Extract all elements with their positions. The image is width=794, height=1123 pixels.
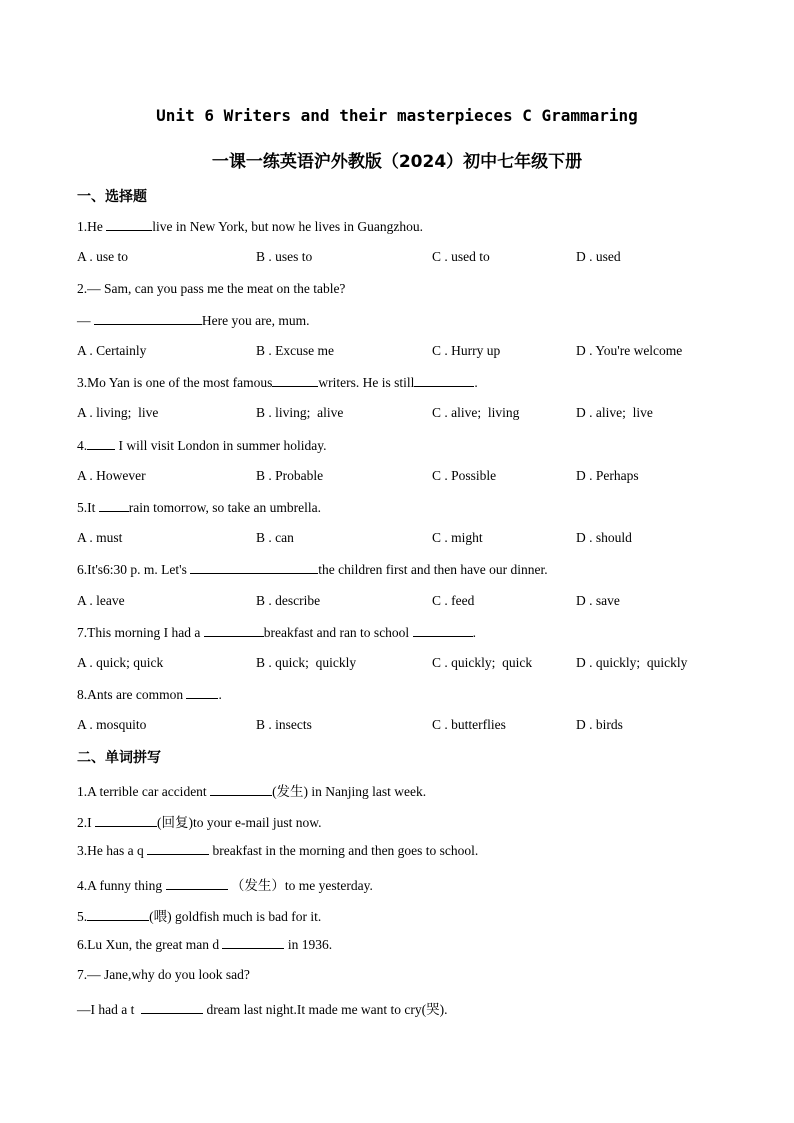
options-q1 (0, 249, 794, 267)
option-c[interactable]: C . quickly; quick (432, 655, 533, 670)
question-7: 7.This morning I had a breakfast and ran to school . (77, 625, 476, 640)
question-8: 8.Ants are common . (77, 687, 222, 702)
option-c[interactable]: C . butterflies (432, 717, 506, 732)
answer-blank[interactable] (272, 374, 318, 387)
answer-blank[interactable] (204, 624, 264, 637)
spelling-item-7-reply: —I had a t dream last night.It made me want to cry(哭). (77, 1002, 448, 1017)
answer-blank[interactable] (147, 842, 209, 855)
question-5: 5.It rain tomorrow, so take an umbrella. (77, 500, 321, 515)
answer-blank[interactable] (414, 374, 474, 387)
spelling-item-6: 6.Lu Xun, the great man d in 1936. (77, 937, 333, 952)
question-6: 6.It's6:30 p. m. Let's the children first and then have our dinner. (77, 562, 548, 577)
answer-blank[interactable] (222, 936, 284, 949)
option-a[interactable]: A . must (77, 530, 123, 545)
answer-blank[interactable] (190, 561, 318, 574)
question-3: 3.Mo Yan is one of the most famous writers. He is still . (77, 375, 478, 390)
answer-blank[interactable] (87, 908, 149, 921)
page-subtitle: 一课一练英语沪外教版（2024）初中七年级下册 (211, 152, 583, 172)
option-a[interactable]: A . leave (77, 593, 125, 608)
option-d[interactable]: D . Perhaps (576, 468, 639, 483)
answer-blank[interactable] (186, 686, 218, 699)
option-c[interactable]: C . might (432, 530, 483, 545)
options-q7 (0, 655, 794, 673)
option-b[interactable]: B . quick; quickly (256, 655, 357, 670)
answer-blank[interactable] (87, 437, 115, 450)
option-c[interactable]: C . Hurry up (432, 343, 501, 358)
question-4: 4. I will visit London in summer holiday. (77, 438, 327, 453)
answer-blank[interactable] (166, 877, 228, 890)
options-q3 (0, 405, 794, 423)
option-a[interactable]: A . use to (77, 249, 129, 264)
question-2-reply: — Here you are, mum. (77, 313, 310, 328)
option-b[interactable]: B . Probable (256, 468, 324, 483)
option-a[interactable]: A . However (77, 468, 146, 483)
spelling-item-5: 5. (喂) goldfish much is bad for it. (77, 909, 322, 924)
option-b[interactable]: B . can (256, 530, 294, 545)
option-d[interactable]: D . should (576, 530, 632, 545)
option-d[interactable]: D . alive; live (576, 405, 653, 420)
option-d[interactable]: D . used (576, 249, 621, 264)
option-c[interactable]: C . used to (432, 249, 490, 264)
option-d[interactable]: D . You're welcome (576, 343, 683, 358)
option-c[interactable]: C . feed (432, 593, 475, 608)
options-q5 (0, 530, 794, 548)
spelling-item-4: 4.A funny thing （发生）to me yesterday. (77, 878, 373, 893)
section-heading-choice: 一、选择题 (77, 189, 147, 205)
options-q2 (0, 343, 794, 361)
spelling-item-1: 1.A terrible car accident (发生) in Nanjing last week. (77, 784, 427, 799)
question-2: 2.— Sam, can you pass me the meat on the table? (77, 281, 346, 296)
option-d[interactable]: D . birds (576, 717, 623, 732)
answer-blank[interactable] (94, 312, 202, 325)
page-title: Unit 6 Writers and their masterpieces C Grammaring (156, 106, 638, 125)
options-q6 (0, 593, 794, 611)
option-a[interactable]: A . quick; quick (77, 655, 164, 670)
option-b[interactable]: B . describe (256, 593, 321, 608)
answer-blank[interactable] (99, 499, 129, 512)
option-a[interactable]: A . living; live (77, 405, 159, 420)
option-b[interactable]: B . living; alive (256, 405, 344, 420)
spelling-item-3: 3.He has a q breakfast in the morning and then goes to school. (77, 843, 479, 858)
answer-blank[interactable] (106, 218, 152, 231)
option-c[interactable]: C . Possible (432, 468, 497, 483)
option-b[interactable]: B . Excuse me (256, 343, 334, 358)
answer-blank[interactable] (210, 783, 272, 796)
option-a[interactable]: A . Certainly (77, 343, 147, 358)
option-c[interactable]: C . alive; living (432, 405, 520, 420)
spelling-item-2: 2.I (回复)to your e-mail just now. (77, 815, 322, 830)
answer-blank[interactable] (413, 624, 473, 637)
spelling-item-7: 7.— Jane,why do you look sad? (77, 967, 250, 982)
option-b[interactable]: B . uses to (256, 249, 313, 264)
question-1: 1.He live in New York, but now he lives in Guangzhou. (77, 219, 423, 234)
option-d[interactable]: D . quickly; quickly (576, 655, 688, 670)
answer-blank[interactable] (141, 1001, 203, 1014)
options-q8 (0, 717, 794, 735)
option-d[interactable]: D . save (576, 593, 620, 608)
section-heading-spelling: 二、单词拼写 (77, 750, 161, 766)
answer-blank[interactable] (95, 814, 157, 827)
options-q4 (0, 468, 794, 486)
option-a[interactable]: A . mosquito (77, 717, 147, 732)
option-b[interactable]: B . insects (256, 717, 312, 732)
